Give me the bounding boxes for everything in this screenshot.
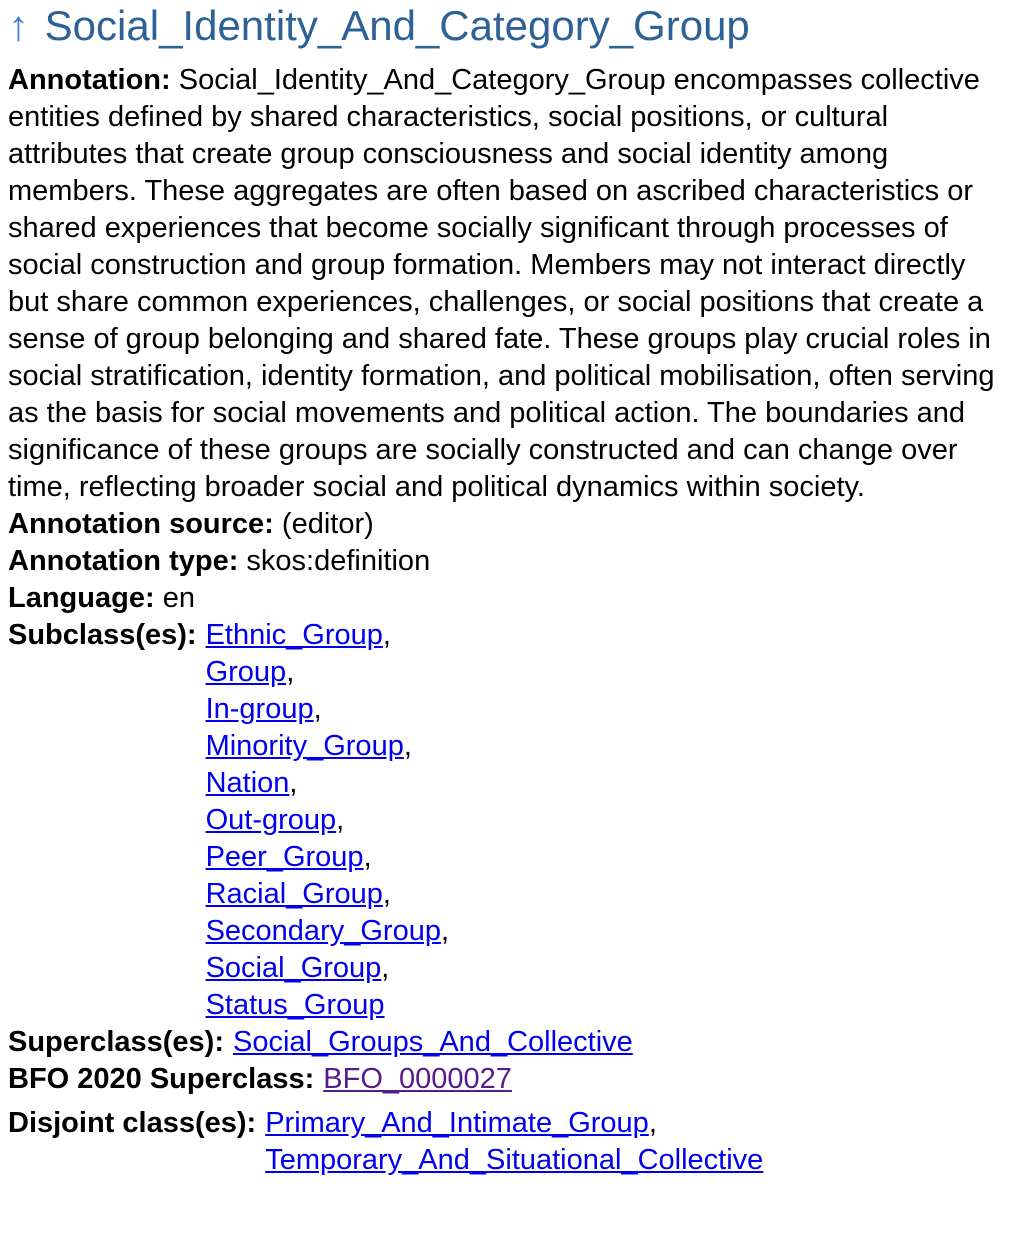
subclass-link-minority-group[interactable]: Minority_Group [205,730,404,762]
link-line [206,987,1008,1024]
disjoint-classes-links [265,1105,1008,1179]
annotation-type-value: skos:definition [246,545,431,577]
subclass-link-ethnic-group[interactable]: Ethnic_Group [205,619,383,651]
comma-separator: , [382,619,391,651]
annotation-type-field [8,543,1008,580]
ontology-class-page [8,2,1008,1179]
disjoint-classes-label: Disjoint class(es): [8,1107,257,1139]
link-line [265,1142,1008,1179]
link-line [206,728,1008,765]
subclasses-field [8,617,1008,1024]
subclasses-links [206,617,1008,1024]
bfo-superclass-link-bfo-0000027[interactable]: BFO_0000027 [323,1063,512,1095]
disjoint-class-link-primary-and-intimate-group[interactable]: Primary_And_Intimate_Group [265,1107,649,1139]
link-line [206,802,1008,839]
subclass-link-status-group[interactable]: Status_Group [205,989,385,1021]
annotation-type-label: Annotation type: [8,545,239,577]
link-line [265,1105,1008,1142]
comma-separator: , [440,915,450,947]
link-line [206,617,1008,654]
annotation-source-value: (editor) [281,508,374,540]
link-line [206,765,1008,802]
comma-separator: , [286,656,295,688]
superclasses-field [8,1024,1008,1061]
page-title [8,2,1008,49]
subclass-link-secondary-group[interactable]: Secondary_Group [205,915,441,947]
comma-separator: , [648,1107,657,1139]
subclass-link-out-group[interactable]: Out-group [205,804,337,836]
link-line [233,1024,1008,1061]
link-line [206,839,1008,876]
subclass-link-racial-group[interactable]: Racial_Group [205,878,383,910]
link-line [323,1061,1008,1098]
up-arrow-link[interactable]: ↑ [8,2,29,49]
language-label: Language: [8,582,155,614]
superclasses-links [233,1024,1008,1061]
superclass-link-social-groups-and-collective[interactable]: Social_Groups_And_Collective [233,1026,633,1058]
subclass-link-peer-group[interactable]: Peer_Group [205,841,364,873]
link-line [206,876,1008,913]
bfo-superclass-label: BFO 2020 Superclass: [8,1063,315,1095]
comma-separator: , [363,841,372,873]
class-name-title: Social_Identity_And_Category_Group [44,2,750,49]
annotation-field [8,62,1008,506]
subclass-link-social-group[interactable]: Social_Group [205,952,382,984]
language-field [8,580,1008,617]
comma-separator: , [289,767,298,799]
comma-separator: , [313,693,322,725]
superclasses-label: Superclass(es): [8,1026,224,1058]
subclass-link-nation[interactable]: Nation [205,767,290,799]
annotation-text: Social_Identity_And_Category_Group encompasses collective entities defined by shared characteristics, social positions, or cultural attributes that create group consciousness and social identity among members. These aggregates are often based on ascribed characteristics or shared experiences that become socially significant through processes of social construction and group formation. Members may not interact directly but share common experiences, challenges, or social positions that create a sense of group belonging and shared fate. These groups play crucial roles in social stratification, identity formation, and political mobilisation, often serving as the basis for social movements and political action. The boundaries and significance of these groups are socially constructed and can change over time, reflecting broader social and political dynamics within society. [8,64,995,503]
comma-separator: , [403,730,412,762]
comma-separator: , [336,804,345,836]
subclass-link-in-group[interactable]: In-group [205,693,314,725]
bfo-superclass-links [323,1061,1008,1098]
subclass-link-group[interactable]: Group [205,656,287,688]
link-line [206,691,1008,728]
bfo-superclass-field [8,1061,1008,1098]
link-line [206,654,1008,691]
annotation-label: Annotation: [8,64,171,96]
comma-separator: , [381,952,390,984]
link-line [206,913,1008,950]
subclasses-label: Subclass(es): [8,619,197,651]
annotation-source-label: Annotation source: [8,508,274,540]
language-value: en [162,582,195,614]
comma-separator: , [382,878,391,910]
annotation-source-field [8,506,1008,543]
disjoint-class-link-temporary-and-situational-collective[interactable]: Temporary_And_Situational_Collective [265,1144,764,1176]
link-line [206,950,1008,987]
disjoint-classes-field [8,1105,1008,1179]
